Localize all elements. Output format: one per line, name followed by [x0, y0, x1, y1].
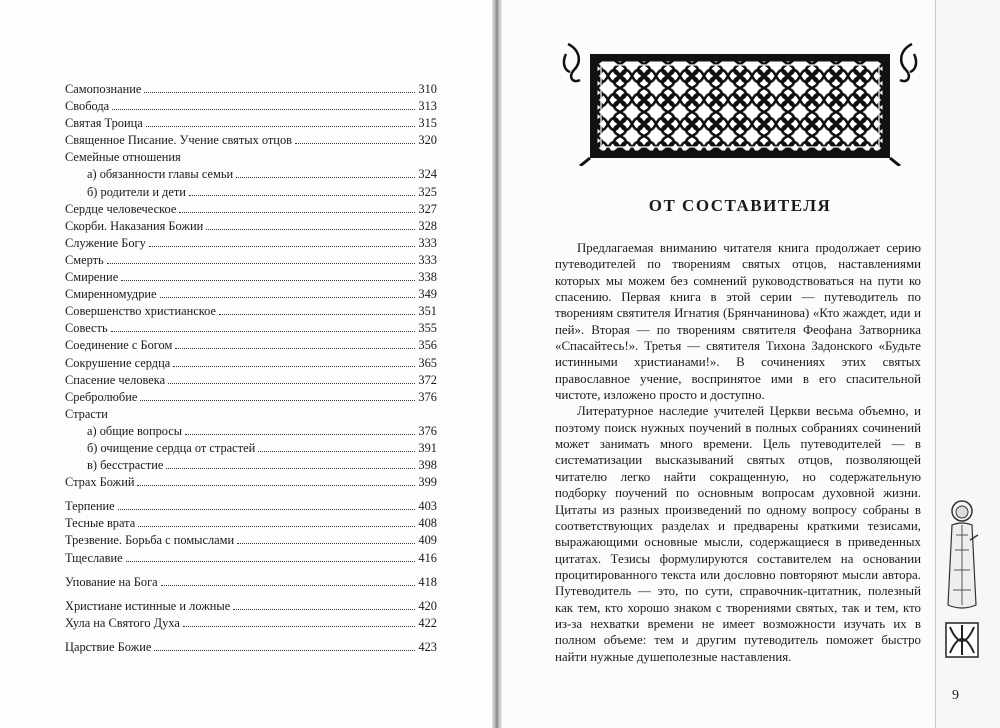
toc-entry	[65, 98, 437, 115]
preface-paragraph-2: Литературное наследие учителей Церкви весьма объемно, и поэтому поиск нужных поучений в полных собраниях сочинений может занимать много времени. Цель путеводителей — в систематизации высказываний святых отцов, позволяющей читателю легко найти сокращенную, но содержательную подборку поучений по основным вопросам духовной жизни. Цитаты из разных произведений по одному вопросу собраны в соответствующих разделах и предварены краткими тезисами, выражающими основные мысли, содержащиеся в приведенных цитатах. Тезисы формулируются составителем на основании процитированного текста или дословно повторяют мысли автора. Путеводитель — это, по сути, справочник-цитатник, полезный как тем, кто хорошо знаком с творениями святых, так и тем, кто из-за нехватки времени не имеет возможности изучать их в полном объеме: тем и другим путеводитель поможет быстро найти нужные душеполезные наставления.	[555, 404, 921, 664]
toc-leader-dots	[185, 434, 415, 435]
toc-entry	[65, 218, 437, 235]
toc-entry-page: 351	[418, 304, 437, 319]
preface-text	[555, 240, 921, 665]
toc-entry-title: Терпение	[65, 499, 115, 514]
toc-entry	[65, 286, 437, 303]
toc-entry-page: 423	[418, 639, 437, 654]
toc-leader-dots	[118, 509, 416, 510]
toc-entry-title: Совершенство христианское	[65, 304, 217, 319]
toc-entry	[65, 252, 437, 269]
toc-entry-page: 327	[418, 201, 437, 216]
toc-leader-dots	[144, 92, 415, 93]
toc-entry	[65, 550, 437, 567]
toc-entry-title: Смирение	[65, 270, 119, 285]
toc-entry-title: Семейные отношения	[65, 150, 181, 165]
toc-group-heading	[65, 406, 437, 423]
toc-leader-dots	[146, 126, 416, 127]
toc-entry-page: 422	[418, 615, 437, 630]
toc-leader-dots	[179, 212, 415, 213]
toc-entry-title: Самопознание	[65, 82, 142, 96]
toc-entry-page: 355	[418, 321, 437, 336]
book-gutter	[492, 0, 502, 728]
toc-entry-title: Священное Писание. Учение святых отцов	[65, 133, 292, 148]
toc-entry-title: Царствие Божие	[65, 639, 152, 654]
toc-entry-page: 356	[418, 338, 437, 353]
toc-entry	[65, 532, 437, 549]
toc-entry-title: Свобода	[65, 99, 110, 114]
toc-entry-title: Христиане истинные и ложные	[65, 598, 231, 613]
toc-entry	[65, 389, 437, 406]
toc-entry	[65, 615, 437, 632]
toc-leader-dots	[258, 451, 415, 452]
toc-entry	[65, 320, 437, 337]
toc-entry-page: 324	[418, 167, 437, 182]
toc-entry-page: 403	[418, 499, 437, 514]
toc-entry	[65, 269, 437, 286]
saint-icon-illustration	[940, 495, 984, 675]
toc-entry-title: Совесть	[65, 321, 108, 336]
toc-entry-title: Хула на Святого Духа	[65, 615, 180, 630]
toc-leader-dots	[175, 348, 415, 349]
toc-leader-dots	[160, 297, 416, 298]
toc-entry-page: 320	[418, 133, 437, 148]
toc-leader-dots	[121, 280, 415, 281]
toc-entry-title: Служение Богу	[65, 235, 146, 250]
toc-entry	[65, 303, 437, 320]
toc-entry-title: а) общие вопросы	[87, 423, 183, 438]
toc-entry-page: 333	[418, 235, 437, 250]
toc-group-heading	[65, 149, 437, 166]
toc-entry-page: 376	[418, 389, 437, 404]
toc-leader-dots	[237, 543, 415, 544]
toc-entry	[65, 355, 437, 372]
toc-entry	[65, 184, 437, 201]
toc-leader-dots	[233, 609, 415, 610]
toc-entry-page: 349	[418, 287, 437, 302]
toc-leader-dots	[107, 263, 416, 264]
toc-leader-dots	[166, 468, 415, 469]
toc-leader-dots	[126, 561, 416, 562]
toc-entry	[65, 166, 437, 183]
toc-leader-dots	[295, 143, 415, 144]
left-page	[0, 0, 492, 728]
toc-leader-dots	[140, 400, 415, 401]
toc-entry	[65, 132, 437, 149]
toc-entry-title: Скорби. Наказания Божии	[65, 218, 204, 233]
toc-entry	[65, 235, 437, 252]
table-of-contents	[65, 81, 437, 656]
toc-entry-title: Сердце человеческое	[65, 201, 177, 216]
toc-entry-title: Сребролюбие	[65, 389, 138, 404]
toc-entry	[65, 639, 437, 656]
celtic-knot-ornament	[560, 40, 920, 166]
toc-entry-page: 376	[418, 423, 437, 438]
toc-leader-dots	[206, 229, 415, 230]
page-number: 9	[952, 688, 959, 703]
toc-entry-page: 325	[418, 184, 437, 199]
toc-entry	[65, 115, 437, 132]
toc-entry-page: 416	[418, 550, 437, 565]
toc-entry-title: Смерть	[65, 252, 104, 267]
toc-entry-title: а) обязанности главы семьи	[87, 167, 234, 182]
toc-entry-title: Соединение с Богом	[65, 338, 173, 353]
toc-entry	[65, 201, 437, 218]
toc-entry-page: 398	[418, 458, 437, 473]
toc-entry-title: Смиренномудрие	[65, 287, 157, 302]
toc-leader-dots	[168, 383, 415, 384]
toc-entry-title: в) бесстрастие	[87, 458, 164, 473]
toc-leader-dots	[161, 585, 416, 586]
toc-entry-title: Спасение человека	[65, 372, 166, 387]
toc-leader-dots	[173, 366, 415, 367]
section-heading: ОТ СОСТАВИТЕЛЯ	[648, 196, 832, 215]
toc-entry	[65, 498, 437, 515]
toc-entry	[65, 574, 437, 591]
toc-leader-dots	[189, 195, 416, 196]
toc-entry-page: 338	[418, 270, 437, 285]
toc-leader-dots	[183, 626, 416, 627]
toc-entry-page: 399	[418, 475, 437, 490]
toc-leader-dots	[112, 109, 415, 110]
toc-entry	[65, 598, 437, 615]
toc-leader-dots	[219, 314, 415, 315]
toc-entry-page: 333	[418, 252, 437, 267]
toc-entry-title: Страх Божий	[65, 475, 135, 490]
toc-entry	[65, 81, 437, 98]
toc-entry-page: 310	[418, 82, 437, 96]
toc-entry-title: Сокрушение сердца	[65, 355, 171, 370]
toc-entry-page: 409	[418, 533, 437, 548]
toc-entry-page: 391	[418, 440, 437, 455]
toc-leader-dots	[111, 331, 416, 332]
toc-entry-page: 328	[418, 218, 437, 233]
toc-entry	[65, 337, 437, 354]
toc-entry-title: Трезвение. Борьба с помыслами	[65, 533, 235, 548]
toc-leader-dots	[154, 650, 415, 651]
toc-entry-title: Тщеславие	[65, 550, 123, 565]
toc-entry-title: б) очищение сердца от страстей	[87, 440, 256, 455]
toc-entry-title: Упование на Бога	[65, 574, 158, 589]
toc-entry-title: Тесные врата	[65, 516, 136, 531]
toc-entry	[65, 372, 437, 389]
toc-entry-page: 418	[418, 574, 437, 589]
toc-leader-dots	[138, 526, 415, 527]
toc-entry-page: 408	[418, 516, 437, 531]
toc-entry-page: 420	[418, 598, 437, 613]
toc-entry-page: 315	[418, 116, 437, 131]
toc-entry	[65, 474, 437, 491]
toc-entry-page: 313	[418, 99, 437, 114]
toc-entry	[65, 515, 437, 532]
toc-entry-title: Страсти	[65, 406, 108, 421]
toc-leader-dots	[236, 177, 415, 178]
preface-paragraph-1: Предлагаемая вниманию читателя книга продолжает серию путеводителей по творениям святых отцов, наставлениями которых мы можем без сомнений руководствоваться на пути ко спасению. Первая книга в этой серии — путеводитель по творениям святителя Игнатия (Брянчанинова) «Кто жаждет, иди и пей». Вторая — по творениям святителя Феофана Затворника «Спасайтесь!». Третья — святителя Тихона Задонского «Будьте истинными христианами!». В сочинениях этих святых православное учение, воспринятое ими в его спасительной чистоте, изложено просто и доступно.	[555, 241, 921, 403]
toc-entry-title: б) родители и дети	[87, 184, 186, 199]
toc-entry-page: 365	[418, 355, 437, 370]
toc-entry-title: Святая Троица	[65, 116, 143, 131]
toc-leader-dots	[137, 485, 415, 486]
toc-entry	[65, 440, 437, 457]
toc-entry	[65, 423, 437, 440]
toc-leader-dots	[149, 246, 416, 247]
toc-entry	[65, 457, 437, 474]
toc-entry-page: 372	[418, 372, 437, 387]
